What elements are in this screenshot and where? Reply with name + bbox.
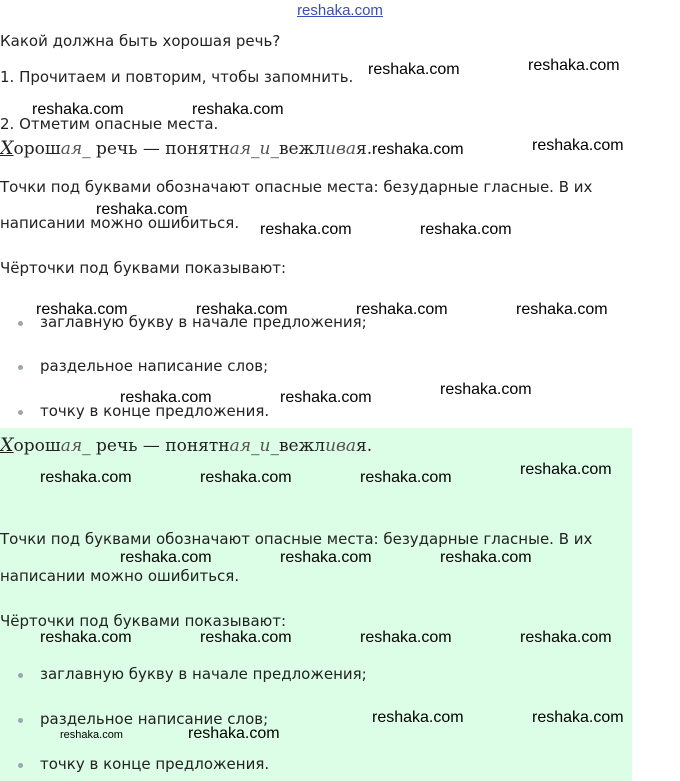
watermark: reshaka.com bbox=[360, 469, 452, 486]
step-1: 1. Прочитаем и повторим, чтобы запомнить. bbox=[0, 68, 354, 86]
bullet-dot bbox=[18, 763, 23, 768]
bullet-dot bbox=[18, 673, 23, 678]
watermark: reshaka.com bbox=[520, 629, 612, 646]
capital-letter: Х bbox=[0, 137, 14, 159]
hw-part: _вежл bbox=[270, 139, 326, 159]
explanation-line-1: Точки под буквами обозначают опасные места: безударные гласные. В их bbox=[0, 530, 593, 548]
explanation-line-2: написании можно ошибиться. bbox=[0, 567, 240, 585]
watermark: reshaka.com bbox=[40, 629, 132, 646]
hw-part: орош bbox=[13, 139, 61, 159]
watermark: reshaka.com bbox=[440, 549, 532, 566]
watermark: reshaka.com bbox=[188, 725, 280, 742]
hw-vowel: ая bbox=[60, 139, 83, 159]
watermark: reshaka.com bbox=[280, 549, 372, 566]
watermark: reshaka.com bbox=[372, 709, 464, 726]
watermark: reshaka.com bbox=[196, 301, 288, 318]
hw-part: _вежл bbox=[270, 436, 326, 456]
bullet-dot bbox=[18, 321, 23, 326]
watermark: reshaka.com bbox=[40, 469, 132, 486]
watermark: reshaka.com bbox=[200, 629, 292, 646]
list-item: заглавную букву в начале предложения; bbox=[40, 313, 367, 331]
bullet-dot bbox=[18, 365, 23, 370]
hw-part: я. bbox=[356, 436, 373, 456]
hw-vowel: ая bbox=[229, 139, 252, 159]
watermark: reshaka.com bbox=[532, 709, 624, 726]
watermark: reshaka.com bbox=[280, 389, 372, 406]
explanation-line-1: Точки под буквами обозначают опасные места: безударные гласные. В их bbox=[0, 178, 593, 196]
watermark: reshaka.com bbox=[532, 137, 624, 154]
watermark: reshaka.com bbox=[520, 461, 612, 478]
watermark: reshaka.com bbox=[356, 301, 448, 318]
handwritten-sentence-answer bbox=[0, 434, 372, 456]
hw-part: _ bbox=[251, 436, 260, 456]
watermark: reshaka.com bbox=[200, 469, 292, 486]
hw-vowel: и bbox=[259, 436, 271, 456]
list-item: раздельное написание слов; bbox=[40, 710, 269, 728]
hw-part: я. bbox=[356, 139, 373, 159]
watermark: reshaka.com bbox=[528, 57, 620, 74]
hw-part: _ bbox=[251, 139, 260, 159]
watermark: reshaka.com bbox=[32, 101, 124, 118]
hw-vowel: ая bbox=[229, 436, 252, 456]
question: Какой должна быть хорошая речь? bbox=[0, 32, 281, 50]
explanation-line-2: написании можно ошибиться. bbox=[0, 214, 240, 232]
hw-part: орош bbox=[13, 436, 61, 456]
watermark: reshaka.com bbox=[516, 301, 608, 318]
watermark: reshaka.com bbox=[120, 549, 212, 566]
watermark: reshaka.com bbox=[368, 61, 460, 78]
watermark: reshaka.com bbox=[420, 221, 512, 238]
bullet-dot bbox=[18, 718, 23, 723]
watermark: reshaka.com bbox=[360, 629, 452, 646]
list-item: раздельное написание слов; bbox=[40, 357, 269, 375]
list-item: заглавную букву в начале предложения; bbox=[40, 665, 367, 683]
hw-vowel: и bbox=[259, 139, 271, 159]
bullet-dot bbox=[18, 410, 23, 415]
list-item: точку в конце предложения. bbox=[40, 755, 270, 773]
watermark: reshaka.com bbox=[96, 201, 188, 218]
dashes-heading: Чёрточки под буквами показывают: bbox=[0, 612, 287, 630]
watermark: reshaka.com bbox=[440, 381, 532, 398]
watermark: reshaka.com bbox=[372, 141, 464, 158]
hw-vowel: ива bbox=[325, 436, 357, 456]
list-item: точку в конце предложения. bbox=[40, 402, 270, 420]
hw-vowel: ая bbox=[60, 436, 83, 456]
watermark: reshaka.com bbox=[260, 221, 352, 238]
handwritten-sentence bbox=[0, 137, 372, 159]
capital-letter: Х bbox=[0, 434, 14, 456]
hw-vowel: ива bbox=[325, 139, 357, 159]
site-link[interactable]: reshaka.com bbox=[297, 2, 383, 19]
hw-part: _ речь — понятн bbox=[82, 436, 230, 456]
watermark: reshaka.com bbox=[192, 101, 284, 118]
hw-part: _ речь — понятн bbox=[82, 139, 230, 159]
step-2: 2. Отметим опасные места. bbox=[0, 115, 219, 133]
dashes-heading: Чёрточки под буквами показывают: bbox=[0, 259, 287, 277]
watermark-small: reshaka.com bbox=[60, 729, 123, 741]
watermark: reshaka.com bbox=[120, 389, 212, 406]
watermark: reshaka.com bbox=[36, 301, 128, 318]
